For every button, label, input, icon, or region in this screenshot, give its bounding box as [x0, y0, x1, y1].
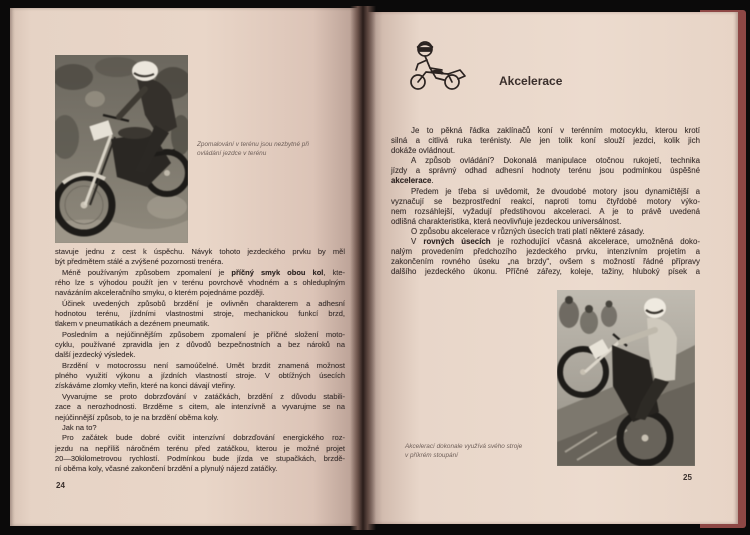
page-number-right: 25 [683, 473, 692, 482]
caption-line: v příkrém stoupání [405, 452, 458, 459]
text-run: vyznačují se bezprostřední reakcí, naproti tomu čtyřdobé motory výko- [391, 196, 700, 206]
text-run: Posledním a nejúčinnějším způsobem zpomalení je příčné složení moto- [62, 329, 345, 339]
text-line [391, 136, 700, 146]
text-line [55, 454, 345, 464]
text-run: Vyvarujme se proto dobrzďování v zatáčkách, brzdění z důvodu stabili- [62, 391, 345, 401]
bold-term: příčný smyk obou kol [231, 267, 324, 277]
text-line [55, 247, 345, 257]
text-run: hodnotou terénu, jízdními vlastnostmi stroje, mechanickou funkcí brzd, [55, 309, 345, 319]
text-run: tlakem v pneumatikách a dezénem pneumatik. [55, 319, 210, 329]
text-run: Pro začátek bude dobré cvičit intenzívní dobrzďování energického roz- [62, 433, 345, 443]
text-run: dokáže ovládnout. [391, 146, 456, 156]
text-line [55, 309, 345, 319]
text-line [55, 330, 345, 340]
text-line [55, 340, 345, 350]
text-run: stavuje jednu z cest k úspěchu. Návyk tohoto jezdeckého prvku by měl [55, 247, 345, 256]
text-line [55, 350, 345, 360]
text-run: nem rozsáhlejší, vyžadují předstihovou akceleraci. A je to právě uvedená [391, 206, 700, 216]
paragraph [55, 361, 345, 392]
text-line [391, 156, 700, 166]
text-run: Účinek uvedených způsobů brzdění je ovlivněn charakterem a adhesní [62, 298, 345, 308]
text-line [391, 227, 700, 237]
chapter-heading: Akcelerace [499, 74, 563, 88]
paragraph [55, 330, 345, 361]
text-run: Předem je třeba si uvědomit, že dvoudobé motory jsou dynamičtější a [411, 186, 700, 196]
text-run: silná a citlivá ruka terénisty. Ale jen tolik koní slouží jezdci, kolik jich [391, 136, 700, 146]
text-run: nalým provedením předchozího jezdeckého prvku, intenzívním projetím a [391, 247, 700, 257]
text-run: zakončením rovného úseku „na brzdy“, ovšem s možností řádné přípravy [391, 257, 700, 267]
text-run: odlišná charakteristika, která neovlivňuje jezdeckou universálnost. [391, 216, 622, 226]
text-run: Je to pěkná řádka zaklínačů koní v terénním motocyklu, kterou krotí [411, 126, 700, 135]
text-line [55, 423, 345, 433]
text-run: Brzdění v motocrossu není samoúčelné. Umět brzdit znamená možnost [62, 360, 345, 370]
caption-line: Zpomalování v terénu jsou nezbytné při [197, 141, 309, 148]
photo-rider-climbing-image [557, 290, 695, 466]
text-run: , kte- [323, 267, 345, 277]
text-line [55, 278, 345, 288]
text-line [391, 187, 700, 197]
motorcyclist-icon [408, 40, 468, 92]
paragraph [55, 392, 345, 423]
text-line [391, 217, 700, 227]
paragraph [55, 299, 345, 330]
page-number-left: 24 [56, 481, 65, 490]
text-run: A způsob ovládání? Dokonalá manipulace otočnou rukojetí, technika [411, 156, 700, 166]
paragraph [391, 126, 700, 156]
paragraph [55, 247, 345, 268]
text-run: nejúčinnější způsob, to je na brzdění oběma koly. [55, 412, 219, 422]
photo-caption-right [405, 442, 550, 460]
paragraph [55, 423, 345, 433]
text-line [391, 176, 700, 186]
text-run: Jak na to? [62, 422, 97, 432]
text-line [55, 381, 345, 391]
text-line [55, 444, 345, 454]
paragraph [391, 227, 700, 237]
text-line [55, 257, 345, 267]
paragraph [55, 433, 345, 474]
text-line [391, 146, 700, 156]
paragraph [55, 268, 345, 299]
text-run: 20—30kilometrovou rychlostí. Podmínkou bude jízda ve stupačkách, brzdě- [55, 453, 345, 463]
text-run: je rozhodující včasná akcelerace, umožněná doko- [490, 237, 700, 247]
text-line [55, 288, 345, 298]
caption-line: Akcelerací dokonale využívá svého stroje [405, 443, 523, 450]
text-run: O způsobu akcelerace v různých úsecích trati platí některé zásady. [411, 226, 645, 236]
text-run: Méně používaným způsobem zpomalení je [62, 267, 232, 277]
text-line [55, 299, 345, 309]
text-line [391, 207, 700, 217]
paragraph [391, 187, 700, 227]
bold-term: rovných úsecích [423, 237, 491, 247]
text-line [55, 361, 345, 371]
text-run: jízdy a správný odhad adhesní hodnoty terénu jsou podmínkou úspěšné [391, 166, 700, 176]
bold-term: akcelerace [391, 176, 432, 186]
text-run: dalšího jezdeckého úkonu. Příčné zářezy, koleje, tažiny, hluboký písek a [391, 267, 700, 277]
text-run: cyklu, používané zpravidla jen z důvodů bezpečnostních a bez nároků na [55, 340, 345, 350]
right-page-body-text [391, 126, 700, 277]
text-line [55, 319, 345, 329]
book-spine [350, 6, 376, 530]
text-run: získáváme zlomky vteřin, které na konci dávají vteřiny. [55, 381, 236, 391]
photo-rider-braking-image [55, 55, 188, 243]
text-line [55, 402, 345, 412]
photo-rider-braking [55, 55, 188, 243]
left-page-body-text [55, 247, 345, 475]
text-line [55, 413, 345, 423]
text-run: ní oběma koly, včasné zakončení brzdění a plynulý nájezd zatáčky. [55, 464, 278, 474]
text-line [391, 166, 700, 176]
text-run: zace a nerozhodnosti. Brzděme s citem, ale intenzívně a vyvarujme se na [55, 402, 345, 412]
photo-rider-climbing [557, 290, 695, 466]
text-line [55, 433, 345, 443]
text-line [391, 197, 700, 207]
text-run: rého lze s výhodou použít jen v terénu povrchově vhodném a s ohleduplným [55, 278, 345, 288]
text-line [391, 237, 700, 247]
text-run: navázáním akceleračního smyku, o kterém pojednáme později. [55, 288, 265, 298]
paragraph [391, 156, 700, 186]
text-line [55, 268, 345, 278]
photo-caption-left [197, 140, 347, 158]
text-run: V [411, 237, 424, 247]
text-line [55, 371, 345, 381]
text-run: jezdu na nepříliš náročném terénu před zatáčkou, kterou je možné projet [55, 443, 345, 453]
paragraph [391, 237, 700, 277]
text-line [55, 464, 345, 474]
text-run: . [431, 176, 434, 186]
text-line [391, 247, 700, 257]
text-run: další jezdecký výsledek. [55, 350, 136, 360]
text-line [391, 267, 700, 277]
caption-line: ovládání jezdce v terénu [197, 150, 267, 157]
text-line [55, 392, 345, 402]
text-run: plného využití výkonu a jízdních vlastností stroje. V obtížných úsecích [55, 371, 345, 381]
text-line [391, 126, 700, 136]
text-line [391, 257, 700, 267]
text-run: být předmětem stálé a zvýšené pozornosti trenéra. [55, 257, 224, 267]
